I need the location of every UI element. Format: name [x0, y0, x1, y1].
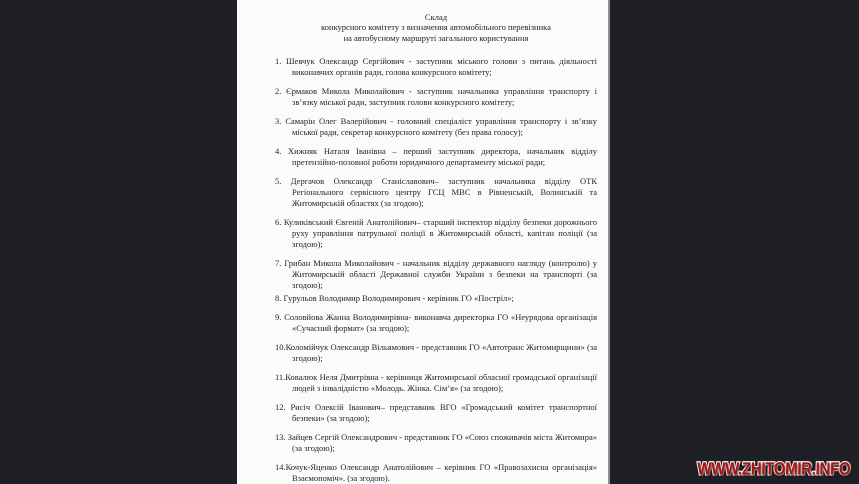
list-item-7: 7. Грибан Микола Миколайович - начальник відділу державного нагляду (контролю) у Житомирській області Державної служби України з безпеки на транспорті (за згодою); [275, 257, 597, 290]
title-line-1: Склад [424, 12, 448, 22]
title-line-3: на автобусному маршруті загального користування [343, 32, 529, 43]
list-item-6: 6. Куликівський Євгеній Анатолійович– старший інспектор відділу безпеки дорожнього руху управління патрульної поліції в Житомирській області, капітан поліції (за згодою); [275, 216, 597, 249]
list-item-14: 14.Кочук-Яценко Олександр Анатолійович – керівник ГО «Правозахисна організація» Взаємопоміч». (за згодою). [275, 461, 597, 483]
list-item-11: 11.Ковалюк Неля Дмитрівна - керівниця Житомирської обласної громадської організації людей з інвалідністю «Молодь. Жінка. Сім’я» (за згодою); [275, 371, 597, 393]
list-item-13: 13. Зайцев Сергій Олександрович - представник ГО «Союз споживачів міста Житомира» (за згодою); [275, 431, 597, 453]
document-title [275, 12, 597, 43]
list-item-2: 2. Єрмаков Микола Миколайович - заступник начальника управління транспорту і зв’язку міської ради, заступник голови конкурсного комітету; [275, 85, 597, 107]
list-item-12: 12. Рисіч Олексій Іванович– представник ВГО «Громадський комітет транспортної безпеки» (за згодою); [275, 401, 597, 423]
committee-member-list [275, 56, 597, 484]
list-item-1: 1. Шевчук Олександр Сергійович - заступник міського голови з питань діяльності виконавчих органів ради, голова конкурсного комітету; [275, 55, 597, 77]
site-watermark: WWW.ZHITOMIR.INFO [697, 458, 851, 479]
list-item-5: 5. Дергачов Олександр Станіславович– заступник начальника відділу ОТК Регіонального сервісного центру ГСЦ МВС в Рівненській, Волинській та Житомирській областях (за згодою); [275, 175, 597, 208]
list-item-8: 8. Гурульов Володимир Володимирович - керівник ГО «Постріл»; [275, 292, 514, 303]
document-page [237, 0, 610, 484]
list-item-9: 9. Соловйова Жанна Володимирівна- виконавча директорка ГО «Неурядова організація «Сучасний формат» (за згодою); [275, 311, 597, 333]
list-item-3: 3. Самарін Олег Валерійович - головний спеціаліст управління транспорту і зв’язку міської ради, секретар конкурсного комітету (без права голосу); [275, 115, 597, 137]
list-item-10: 10.Коломійчук Олександр Вільямович - представник ГО «Автотранс Житомирщини» (за згодою); [275, 341, 597, 363]
list-item-4: 4. Хижняк Наталя Іванівна – перший заступник директора, начальник відділу претензійно-позовної роботи юридичного департаменту міської ради; [275, 145, 597, 167]
title-line-2: конкурсного комітету з визначення автомобільного перевізника [321, 22, 551, 33]
